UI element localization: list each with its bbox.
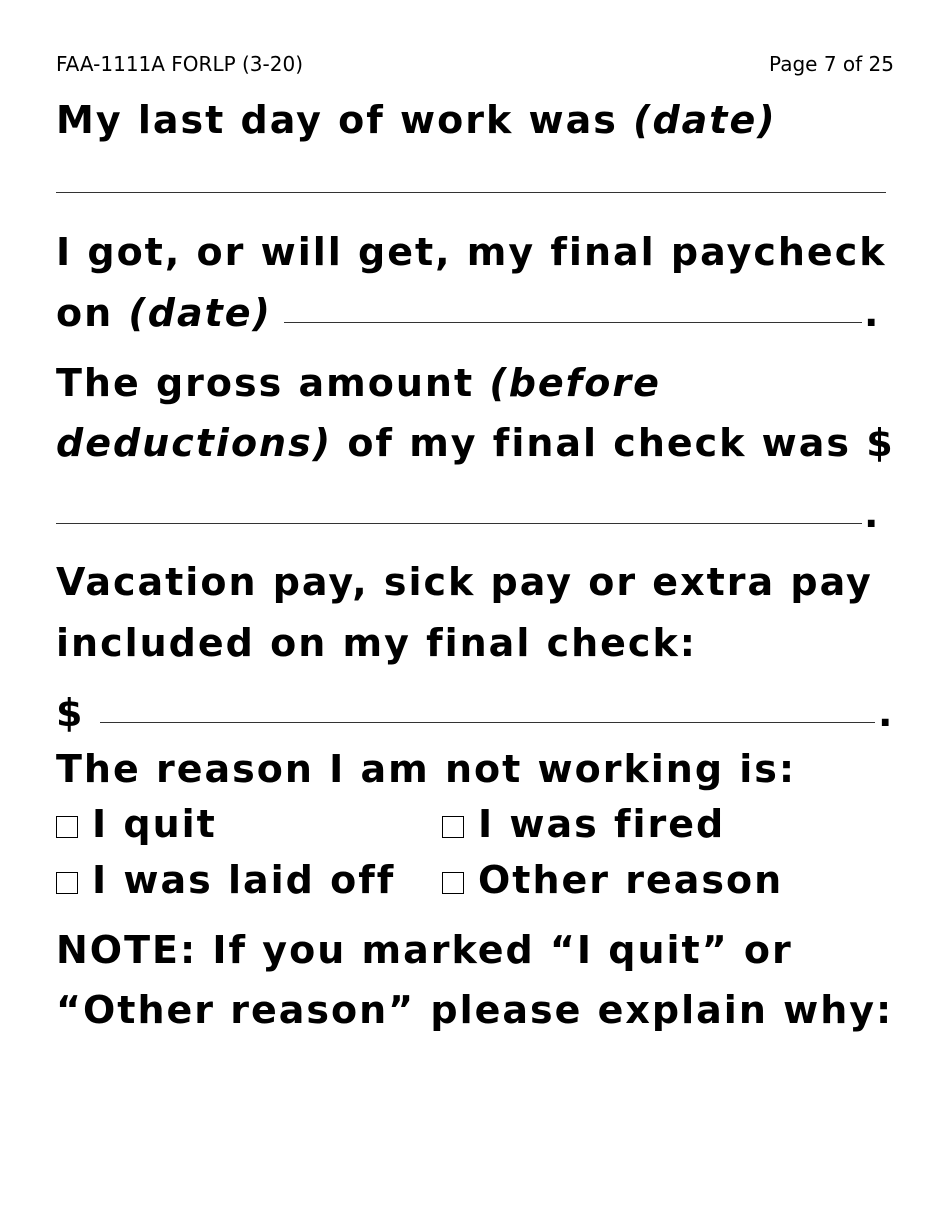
checkbox-other[interactable] (442, 872, 464, 894)
gross-amount-hint-part2: deductions) (56, 421, 333, 465)
gross-amount-hint-part1: (before (489, 361, 661, 405)
vacation-pay-period: . (878, 691, 893, 735)
final-paycheck-period: . (864, 291, 879, 335)
form-id: FAA-1111A FORLP (3-20) (56, 52, 304, 76)
gross-amount-text: The gross amount (56, 361, 490, 405)
last-day-label-text: My last day of work was (56, 98, 634, 142)
last-day-date-field[interactable] (56, 192, 886, 193)
page-number: Page 7 of 25 (769, 52, 894, 76)
gross-amount-field[interactable] (56, 523, 862, 524)
checkbox-fired[interactable] (442, 816, 464, 838)
gross-amount-label-line2 (56, 421, 895, 465)
reason-option-fired[interactable] (442, 802, 725, 846)
reason-option-laid-off-label: I was laid off (92, 858, 396, 902)
gross-amount-suffix: of my final check was $ (332, 421, 895, 465)
final-paycheck-on-text: on (56, 291, 129, 335)
final-paycheck-date-field[interactable] (284, 322, 862, 323)
note-line1: NOTE: If you marked “I quit” or (56, 928, 793, 972)
final-paycheck-label-line1: I got, or will get, my final paycheck (56, 230, 887, 274)
note-line2: “Other reason” please explain why: (56, 988, 894, 1032)
last-day-label (56, 98, 777, 142)
vacation-pay-field[interactable] (100, 722, 875, 723)
reason-option-fired-label: I was fired (478, 802, 726, 846)
vacation-pay-label-line2: included on my final check: (56, 621, 697, 665)
final-paycheck-label-line2 (56, 291, 272, 335)
reason-option-other-label: Other reason (478, 858, 784, 902)
reason-question: The reason I am not working is: (56, 747, 797, 791)
reason-option-quit[interactable] (56, 802, 217, 846)
checkbox-laid-off[interactable] (56, 872, 78, 894)
last-day-date-hint: (date) (633, 98, 777, 142)
vacation-pay-label-line1: Vacation pay, sick pay or extra pay (56, 560, 873, 604)
gross-amount-label-line1 (56, 361, 661, 405)
gross-amount-period: . (864, 492, 879, 536)
final-paycheck-date-hint: (date) (128, 291, 272, 335)
reason-option-other[interactable] (442, 858, 783, 902)
reason-option-laid-off[interactable] (56, 858, 395, 902)
reason-option-quit-label: I quit (92, 802, 217, 846)
vacation-pay-currency: $ (56, 691, 85, 735)
checkbox-quit[interactable] (56, 816, 78, 838)
